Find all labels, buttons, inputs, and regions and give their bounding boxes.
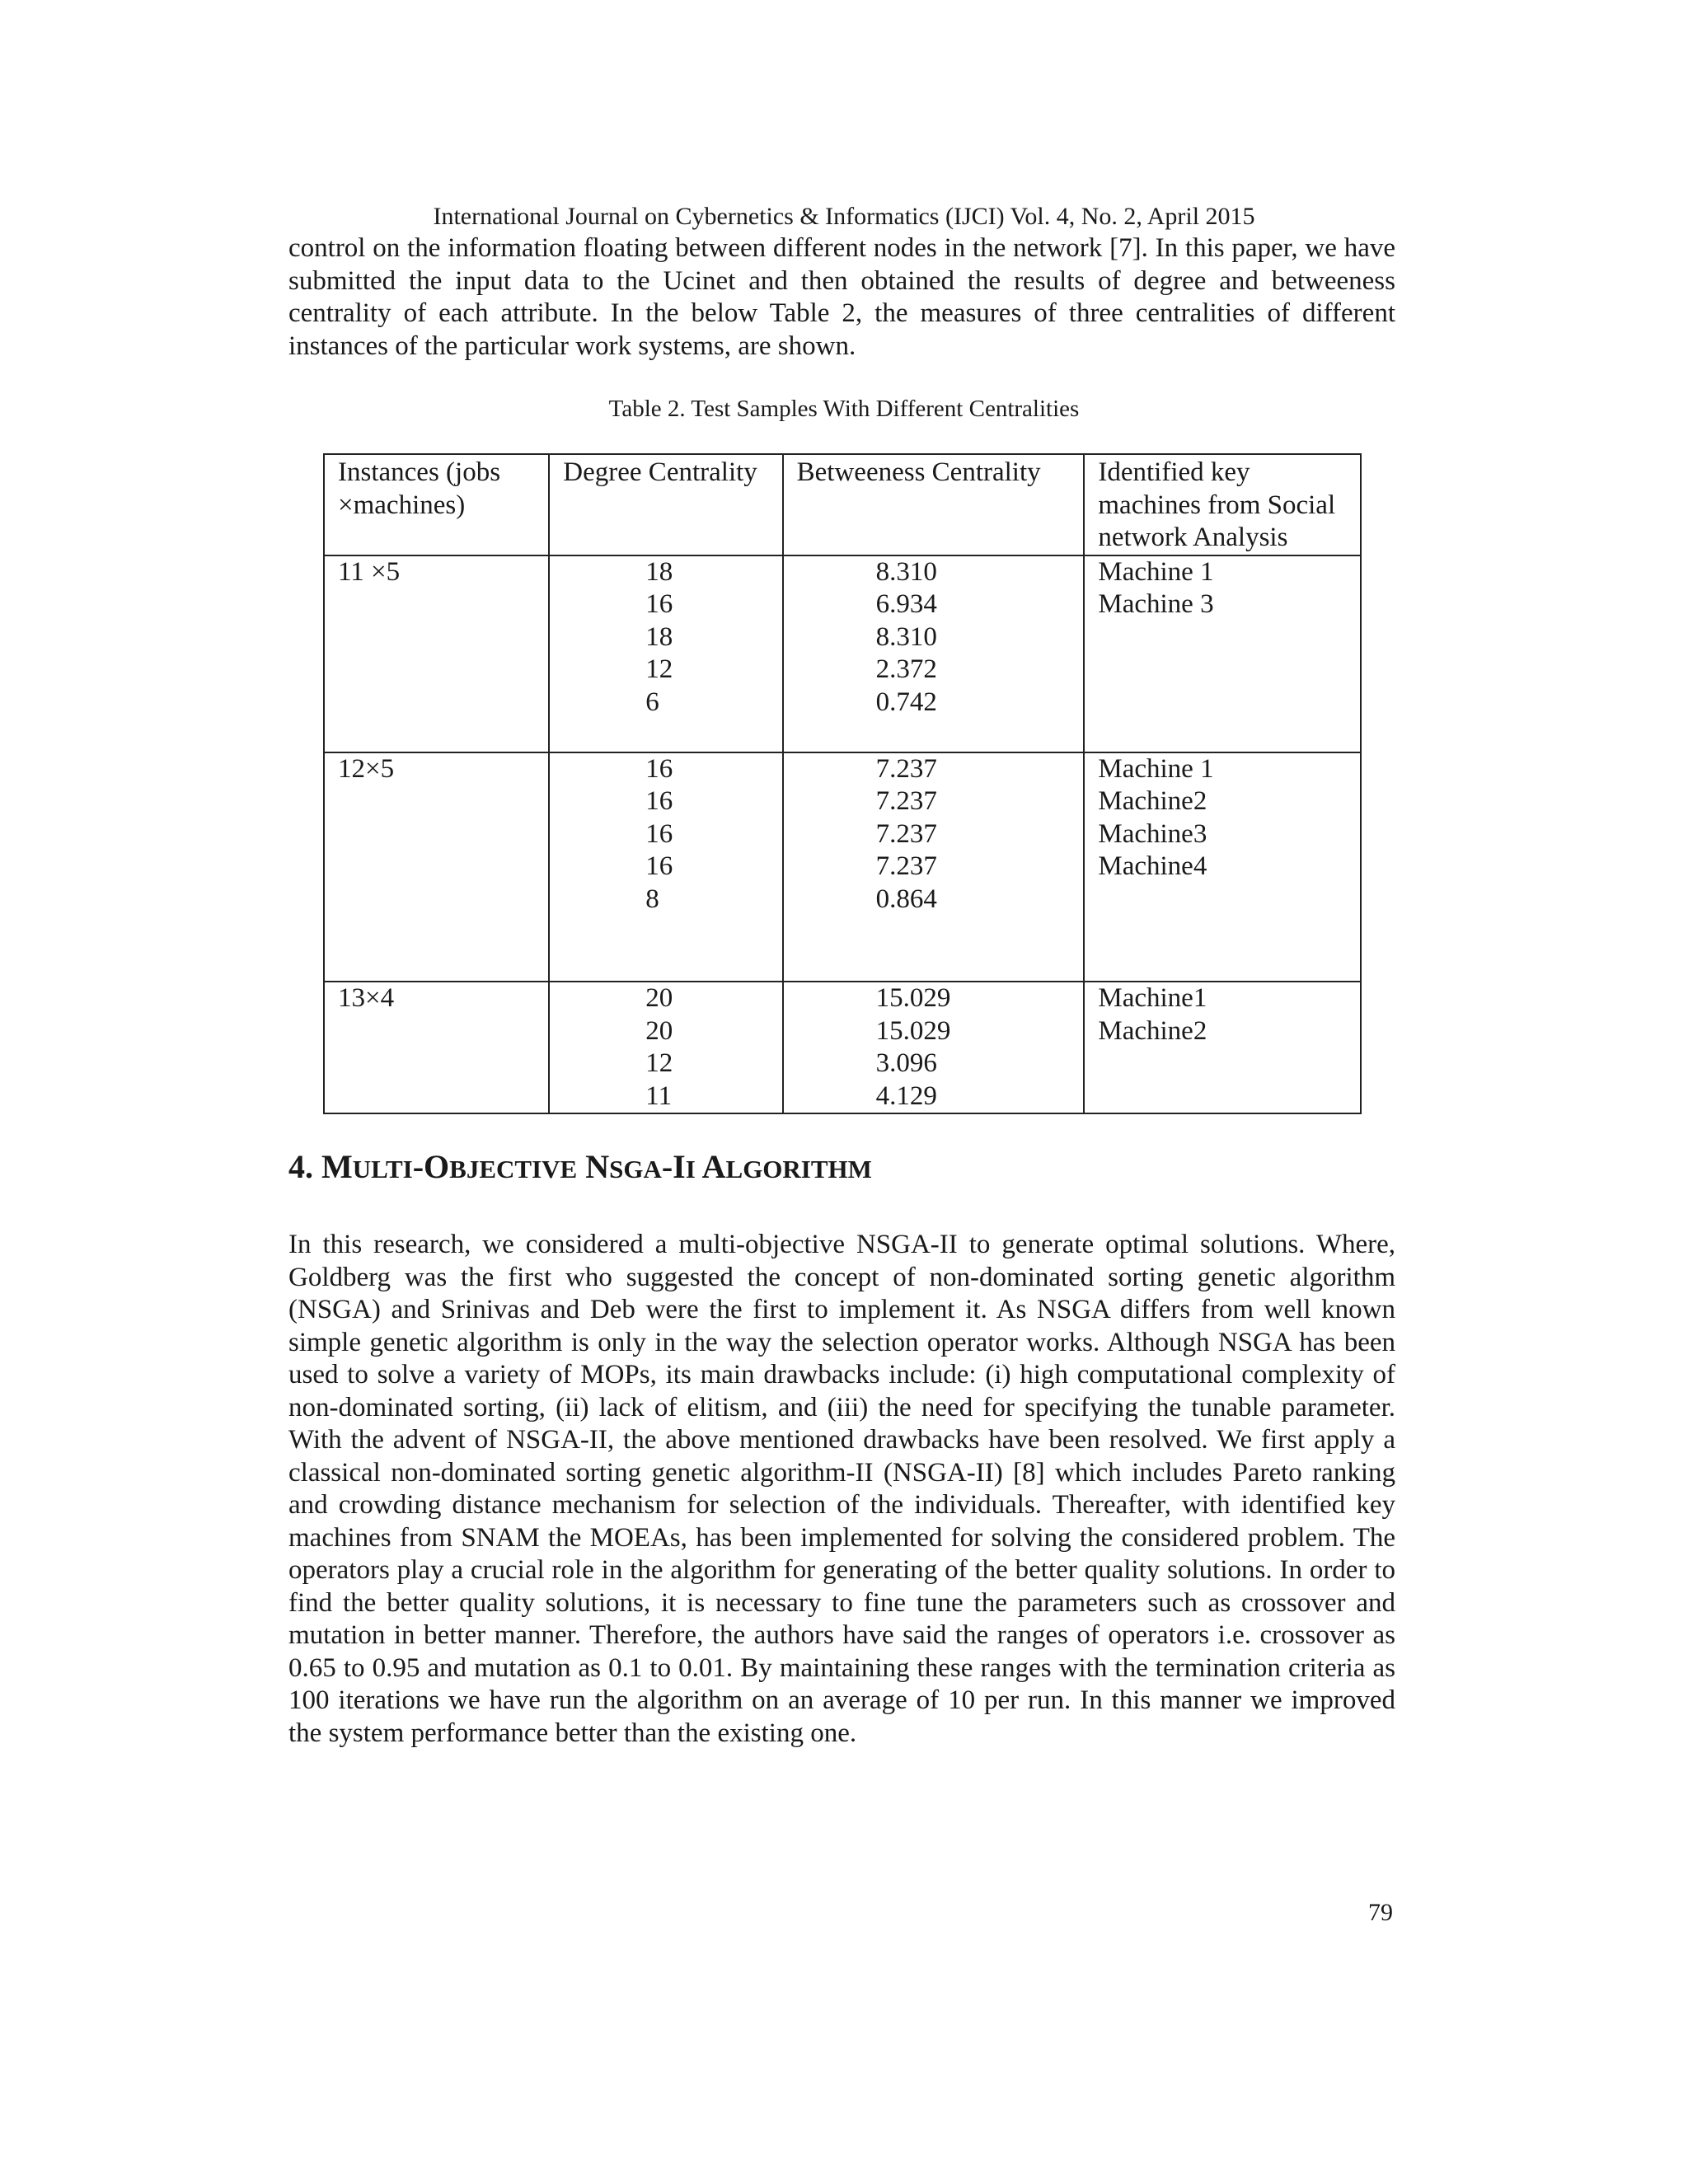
title-small: ULTI <box>352 1155 413 1183</box>
degree-value: 20 <box>645 1015 673 1046</box>
title-small: LGORITHM <box>725 1155 872 1183</box>
betweeness-value: 7.237 <box>875 818 937 849</box>
section-heading <box>288 1147 872 1189</box>
degree-value: 8 <box>645 883 659 914</box>
degree-value: 16 <box>645 818 673 849</box>
key-machine: Machine 1 <box>1098 753 1214 784</box>
betweeness-value: 2.372 <box>875 654 937 684</box>
key-machine: Machine2 <box>1098 1015 1207 1046</box>
degree-value: 16 <box>645 589 673 619</box>
betweeness-value: 7.237 <box>875 851 937 881</box>
degree-cell <box>549 555 782 752</box>
degree-value: 18 <box>645 556 673 587</box>
page-number: 79 <box>1368 1899 1393 1926</box>
key-machine: Machine2 <box>1098 786 1207 816</box>
header-instances: Instances (jobs ×machines) <box>324 454 549 555</box>
degree-value: 12 <box>645 654 673 684</box>
table-body <box>324 555 1361 1114</box>
title-small: BJECTIVE <box>449 1155 578 1183</box>
betweeness-value: 8.310 <box>875 621 937 652</box>
betweeness-value: 3.096 <box>875 1048 937 1078</box>
intro-paragraph: control on the information floating between different nodes in the network [7]. In this paper, we have submitted the input data to the Ucinet and then obtained the results of degree and betweeness centrality of each attribute. In the below Table 2, the measures of three centralities of different instances of the particular work systems, are shown. <box>288 233 1395 361</box>
betweeness-value: 7.237 <box>875 786 937 816</box>
key-machines-cell <box>1084 752 1361 982</box>
instance-cell: 12×5 <box>324 752 549 982</box>
betweeness-value: 15.029 <box>875 983 951 1013</box>
table-row <box>324 752 1361 982</box>
degree-value: 20 <box>645 983 673 1013</box>
instance-cell: 13×4 <box>324 982 549 1113</box>
section-title <box>321 1148 872 1185</box>
betweeness-value: 8.310 <box>875 556 937 587</box>
title-cap: A <box>695 1148 726 1185</box>
centrality-table <box>323 453 1362 1114</box>
betweeness-cell <box>783 752 1085 982</box>
section-number: 4. <box>288 1148 313 1185</box>
degree-cell <box>549 982 782 1113</box>
table-row <box>324 982 1361 1113</box>
degree-value: 18 <box>645 621 673 652</box>
betweeness-value: 7.237 <box>875 753 937 784</box>
degree-value: 11 <box>645 1080 673 1111</box>
key-machine: Machine3 <box>1098 818 1207 849</box>
betweeness-value: 4.129 <box>875 1080 937 1111</box>
title-cap: -I <box>661 1148 686 1185</box>
body-paragraph: In this research, we considered a multi-objective NSGA-II to generate optimal solutions. Where, Goldberg was the first who suggested the concept of non-dominated sorting genetic algorithm (NSGA) and Srinivas and Deb were the first to implement it. As NSGA differs from well known simple genetic algorithm is only in the way the selection operator works. Although NSGA has been used to solve a variety of MOPs, its main drawbacks include: (i) high computational complexity of non-dominated sorting, (ii) lack of elitism, and (iii) the need for specifying the tunable parameter. With the advent of NSGA-II, the above mentioned drawbacks have been resolved. We first apply a classical non-dominated sorting genetic algorithm-II (NSGA-II) [8] which includes Pareto ranking and crowding distance mechanism for selection of the individuals. Thereafter, with identified key machines from SNAM the MOEAs, has been implemented for solving the considered problem. The operators play a crucial role in the algorithm for generating of the better quality solutions. In order to find the better quality solutions, it is necessary to fine tune the parameters such as crossover and mutation in better manner. Therefore, the authors have said the ranges of operators i.e. crossover as 0.65 to 0.95 and mutation as 0.1 to 0.01. By maintaining these ranges with the termination criteria as 100 iterations we have run the algorithm on an average of 10 per run. In this manner we improved the system performance better than the existing one. <box>288 1230 1395 1748</box>
degree-value: 16 <box>645 851 673 881</box>
key-machine: Machine 1 <box>1098 556 1214 587</box>
degree-value: 16 <box>645 753 673 784</box>
degree-value: 6 <box>645 687 659 717</box>
table-row <box>324 555 1361 752</box>
table-header-row <box>324 454 1361 555</box>
betweeness-value: 15.029 <box>875 1015 951 1046</box>
title-cap: M <box>321 1148 353 1185</box>
key-machine: Machine4 <box>1098 851 1207 881</box>
betweeness-cell <box>783 982 1085 1113</box>
title-small: SGA <box>609 1155 662 1183</box>
degree-value: 12 <box>645 1048 673 1078</box>
header-betweeness-centrality: Betweeness Centrality <box>783 454 1085 555</box>
betweeness-value: 0.742 <box>875 687 937 717</box>
key-machines-cell <box>1084 555 1361 752</box>
running-header: International Journal on Cybernetics & Informatics (IJCI) Vol. 4, No. 2, April 2015 <box>433 203 1255 230</box>
instance-cell: 11 ×5 <box>324 555 549 752</box>
betweeness-value: 0.864 <box>875 883 937 914</box>
table-caption: Table 2. Test Samples With Different Centralities <box>608 396 1080 422</box>
header-degree-centrality: Degree Centrality <box>549 454 782 555</box>
key-machine: Machine1 <box>1098 983 1207 1013</box>
title-small: I <box>685 1155 696 1183</box>
key-machine: Machine 3 <box>1098 589 1214 619</box>
header-key-machines: Identified key machines from Social network Analysis <box>1084 454 1361 555</box>
degree-cell <box>549 752 782 982</box>
betweeness-cell <box>783 555 1085 752</box>
title-cap: -O <box>412 1148 450 1185</box>
betweeness-value: 6.934 <box>875 589 937 619</box>
key-machines-cell <box>1084 982 1361 1113</box>
degree-value: 16 <box>645 786 673 816</box>
title-cap: N <box>577 1148 610 1185</box>
